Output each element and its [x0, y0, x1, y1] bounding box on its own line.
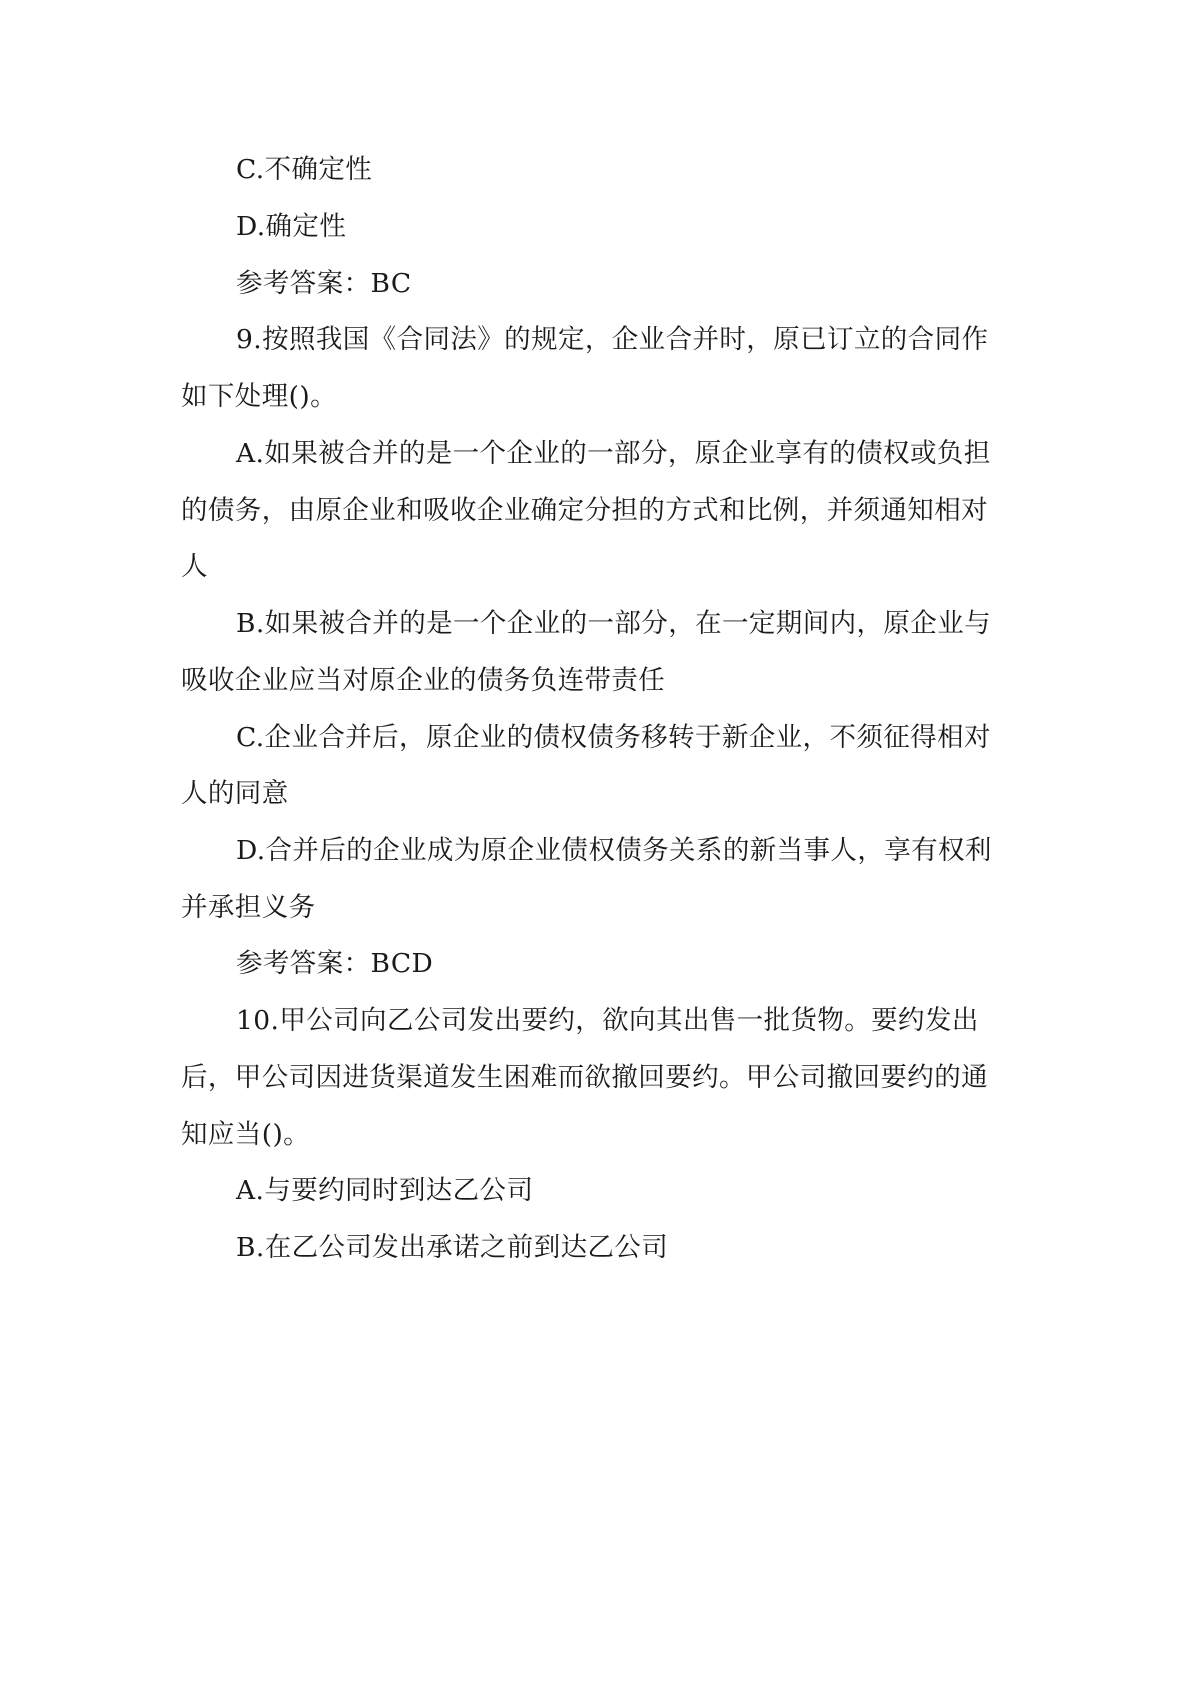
- option-d-q9-line-1: D.合并后的企业成为原企业债权债务关系的新当事人，享有权利: [236, 835, 992, 866]
- option-d-q9-line-2: 并承担义务: [181, 892, 316, 923]
- option-b-q9-line-1: B.如果被合并的是一个企业的一部分，在一定期间内，原企业与: [236, 608, 991, 639]
- option-c-q8: C.不确定性: [236, 154, 373, 185]
- question-10-line-3: 知应当()。: [181, 1119, 311, 1150]
- option-c-q9-line-1: C.企业合并后，原企业的债权债务移转于新企业，不须征得相对: [236, 722, 991, 753]
- question-9-line-1: 9.按照我国《合同法》的规定，企业合并时，原已订立的合同作: [236, 324, 989, 355]
- question-9-line-2: 如下处理()。: [181, 381, 337, 412]
- option-a-q10: A.与要约同时到达乙公司: [236, 1175, 534, 1206]
- option-a-q9-line-2: 的债务，由原企业和吸收企业确定分担的方式和比例，并须通知相对: [181, 495, 988, 526]
- answer-q9: 参考答案：BCD: [236, 948, 434, 979]
- question-10-line-2: 后，甲公司因进货渠道发生困难而欲撤回要约。甲公司撤回要约的通: [181, 1062, 988, 1093]
- option-a-q9-line-3: 人: [181, 551, 208, 582]
- option-c-q9-line-2: 人的同意: [181, 778, 289, 809]
- option-a-q9-line-1: A.如果被合并的是一个企业的一部分，原企业享有的债权或负担: [236, 438, 991, 469]
- option-b-q9-line-2: 吸收企业应当对原企业的债务负连带责任: [181, 665, 666, 696]
- option-b-q10: B.在乙公司发出承诺之前到达乙公司: [236, 1232, 669, 1263]
- option-d-q8: D.确定性: [236, 211, 347, 242]
- question-10-line-1: 10.甲公司向乙公司发出要约，欲向其出售一批货物。要约发出: [236, 1005, 979, 1036]
- answer-q8: 参考答案：BC: [236, 268, 412, 299]
